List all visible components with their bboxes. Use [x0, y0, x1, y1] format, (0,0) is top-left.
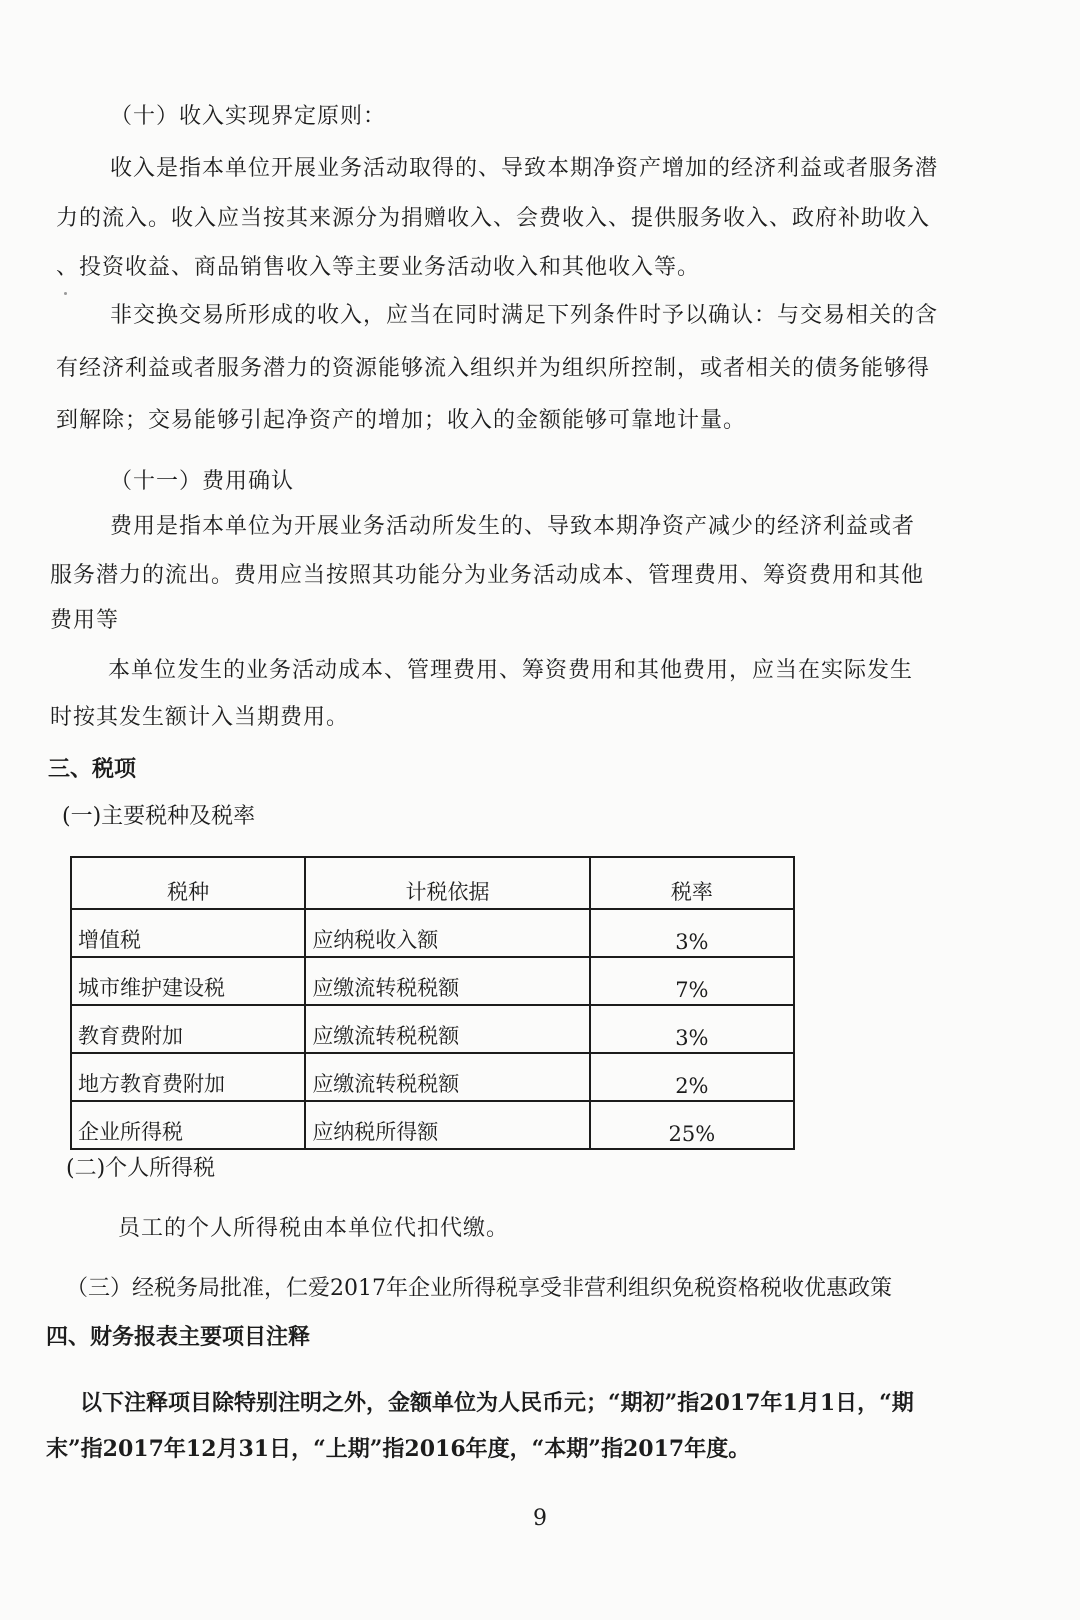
column-header-tax-rate: 税率 — [590, 857, 794, 909]
tax-basis-cell: 应缴流转税税额 — [305, 1053, 589, 1101]
tax-type-cell: 教育费附加 — [71, 1005, 305, 1053]
paragraph-line: 以下注释项目除特别注明之外，金额单位为人民币元；“期初”指2017年1月1日，“期 — [80, 1390, 914, 1416]
paragraph-line: 力的流入。收入应当按其来源分为捐赠收入、会费收入、提供服务收入、政府补助收入 — [56, 206, 931, 231]
paragraph-line: 服务潜力的流出。费用应当按照其功能分为业务活动成本、管理费用、筹资费用和其他 — [50, 563, 925, 588]
table-row — [71, 1101, 794, 1149]
section-3-subheading: (二)个人所得税 — [66, 1156, 216, 1181]
tax-rate-cell: 3% — [590, 909, 794, 957]
section-3-heading: 三、税项 — [48, 756, 137, 782]
section-3-subheading: （三）经税务局批准，仁爱2017年企业所得税享受非营利组织免税资格税收优惠政策 — [66, 1276, 892, 1301]
tax-rate-cell: 7% — [590, 957, 794, 1005]
tax-rate-cell: 2% — [590, 1053, 794, 1101]
paragraph-line: 费用是指本单位为开展业务活动所发生的、导致本期净资产减少的经济利益或者 — [110, 514, 916, 539]
paragraph-line: 费用等 — [50, 608, 120, 633]
section-4-heading: 四、财务报表主要项目注释 — [46, 1324, 311, 1350]
tax-type-cell: 地方教育费附加 — [71, 1053, 305, 1101]
column-header-tax-basis: 计税依据 — [305, 857, 589, 909]
tax-rate-cell: 25% — [590, 1101, 794, 1149]
section-11-heading: （十一）费用确认 — [110, 469, 295, 494]
paragraph-line: 员工的个人所得税由本单位代扣代缴。 — [118, 1216, 510, 1241]
paragraph-line: 有经济利益或者服务潜力的资源能够流入组织并为组织所控制，或者相关的债务能够得 — [56, 356, 931, 381]
paragraph-line: 收入是指本单位开展业务活动取得的、导致本期净资产增加的经济利益或者服务潜 — [110, 156, 939, 181]
tax-rate-table — [70, 856, 795, 1150]
column-header-tax-type: 税种 — [71, 857, 305, 909]
tax-basis-cell: 应纳税所得额 — [305, 1101, 589, 1149]
section-10-heading: （十）收入实现界定原则： — [110, 104, 387, 129]
paragraph-line: 时按其发生额计入当期费用。 — [50, 705, 350, 730]
tax-basis-cell: 应缴流转税税额 — [305, 957, 589, 1005]
paragraph-line: 非交换交易所形成的收入，应当在同时满足下列条件时予以确认：与交易相关的含 — [110, 303, 939, 328]
page-number: 9 — [533, 1506, 547, 1531]
section-3-subheading: (一)主要税种及税率 — [62, 804, 256, 829]
tax-basis-cell: 应纳税收入额 — [305, 909, 589, 957]
table-row — [71, 1005, 794, 1053]
tax-type-cell: 企业所得税 — [71, 1101, 305, 1149]
paragraph-line: 本单位发生的业务活动成本、管理费用、筹资费用和其他费用，应当在实际发生 — [108, 658, 914, 683]
paragraph-line: 、投资收益、商品销售收入等主要业务活动收入和其他收入等。 — [56, 255, 701, 280]
tax-type-cell: 城市维护建设税 — [71, 957, 305, 1005]
tax-type-cell: 增值税 — [71, 909, 305, 957]
tax-basis-cell: 应缴流转税税额 — [305, 1005, 589, 1053]
tax-rate-cell: 3% — [590, 1005, 794, 1053]
paragraph-line: 到解除；交易能够引起净资产的增加；收入的金额能够可靠地计量。 — [56, 408, 747, 433]
table-row — [71, 957, 794, 1005]
table-header-row — [71, 857, 794, 909]
table-row — [71, 1053, 794, 1101]
table-row — [71, 909, 794, 957]
scan-speck — [64, 292, 67, 295]
paragraph-line: 末”指2017年12月31日，“上期”指2016年度，“本期”指2017年度。 — [46, 1436, 751, 1462]
